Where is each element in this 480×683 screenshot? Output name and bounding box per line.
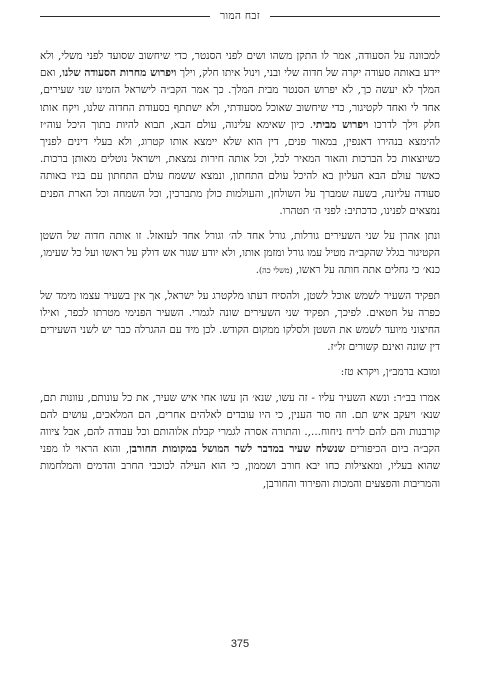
- running-header: [40, 10, 440, 22]
- paragraph-text: ונתן אהרן על שני השעירים גורלות, גורל אחד לה׳ וגורל אחד לעזאזל. זו אותה חדוה של השטן הקטיגור בגלל שהקב״ה מטיל עמו גורל ומזמן אותו, ולא יודע שגור אש דולק על ראשו ועל כל שעימו, כנא׳ כי גחלים אתה חותה על ראשו,: [40, 230, 440, 277]
- paragraph-text: . כיון שאימא עלינוה, עולם הבא, תבוא להיות בתוך היכל עוה״ז להימצא בנהירו דאנפין, במאור פנים, דין הוא שלא יימצא אותו קטרוג, ולא בעלי דינים לפניך כשיוצאות כל הברכות והאור המאיר לכל, וכל אותה חירות נמצאת, וישראל נוטלים מאותן ברכות. כאשר עולם הבא העליון בא להיכל עולם התחתון, ונמצא ששמח עולם התחתון עם בניו באותה סעודה עליונה, בשעה שמברך על השולחן, והעולמות כולן מתברכין, וכל השמחה וכל הארת הפנים נמצאים לפנינו, כדכתיב: לפני ה׳ תטהרו.: [40, 118, 440, 217]
- paragraph-text: למכוונה על הסעודה, אמר לו התקן משהו ושים לפני הסנטר, כדי שיחשוב שסועד לפני משלי, ולא יידע באותה סעודה יקרה של חדוה שלי ובני, וינול איתו חלק, וילך: [40, 50, 440, 80]
- paragraph-text: אמרו בב״ר: ונשא השעיר עליו - זה עשו, שנא׳ הן עשו אחי איש שעיר, את כל עונותם, עוונות תם, שנא׳ ויעקב איש תם. וזה סוד הענין, כי היו עובדים לאלהים אחרים, הם המלאכים, עושים להם קורבנות והם להם לריח ניחוח...,. והתורה אסרה לגמרי קבלת אלוהותם וכל עבודה להם, אבל ציווה הקב״ה ביום הכיפורים: [40, 391, 440, 456]
- paragraph-text: ומובא ברמב״ן, ויקרא טז:: [340, 366, 440, 379]
- paragraph-2: [40, 228, 440, 280]
- bold-phrase: שנשלח שעיר במדבר לשר המושל במקומות החורבן: [129, 443, 345, 456]
- page-number: 375: [230, 638, 250, 650]
- page-body: [40, 48, 440, 501]
- bold-phrase: ויפרוש מביתי: [313, 118, 369, 131]
- source-citation: (משלי כה): [259, 266, 293, 276]
- header-rule-left: [40, 16, 210, 17]
- paragraph-1: [40, 48, 440, 220]
- paragraph-text: .: [255, 264, 260, 277]
- bold-phrase: ויפרוש מחרות הסעודה שלנו: [62, 67, 177, 80]
- paragraph-5: [40, 390, 440, 493]
- paragraph-text: תפקיד השעיר לשמש אוכל לשטן, ולהסיח דעתו מלקטרג על ישראל, אך אין בשעיר עצמו מימד של כפרה על חטאים. לפיכך, תפקיד שני השעירים שונה לגמרי. השעיר הפנימי מטרתו לכפר, ואילו החיצוני מיועד לשמש את השטן ולסלקו ממקום הקודש. לכן מיד עם ההגרלה כבר יש לשני השעירים דין שונה ואינם קשורים זל״ז.: [40, 289, 440, 354]
- header-rule-right: [270, 16, 440, 17]
- header-title: זבח המור: [219, 10, 261, 22]
- paragraph-3: [40, 288, 440, 357]
- paragraph-text: , והוא הראוי לו מפני שהוא בעליו, ומאצילות כחו יבא חורב ושממון, כי הוא העילה לכוכבי החרב והדמים והמלחמות והמריבות והפצעים והמכות והפירוד והחורבן,: [40, 443, 440, 490]
- paragraph-text: , ואם המלך לא יעשה כך, לא יפרוש הסנטר מבית המלך. כך אמר הקב״ה לישראל הזמינו שני שעירים, אחד לי ואחד לקטיגור, כדי שיחשוב שאוכל מסעודתי, ולא ישתתף בסעודת החדוה שלנו, ויקח אותו חלק וילך לדרכו: [40, 67, 440, 131]
- paragraph-4: [40, 364, 440, 381]
